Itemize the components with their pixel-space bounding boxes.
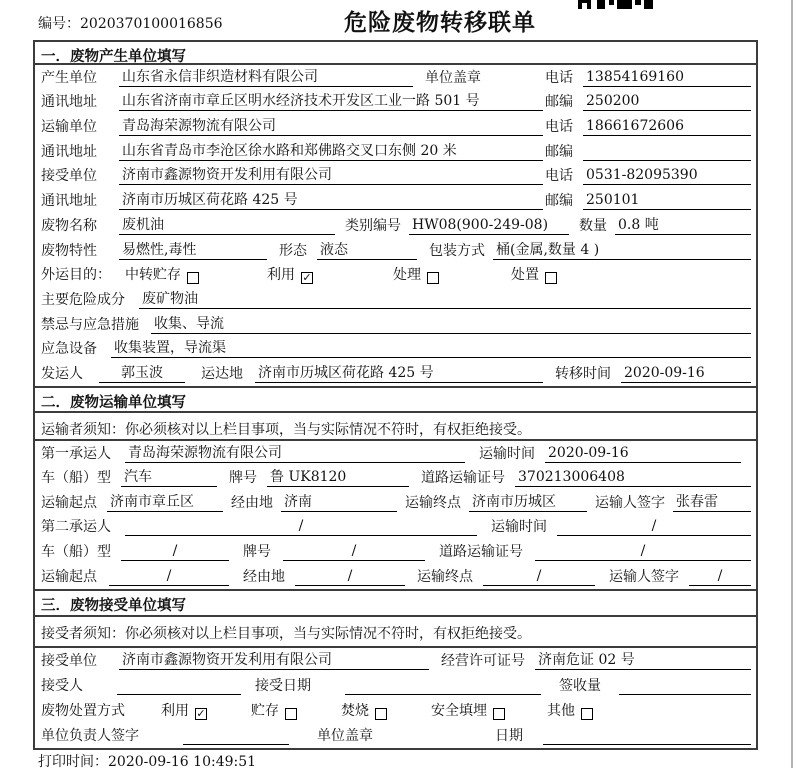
row-disposal-method (35, 698, 756, 723)
transporter-phone-value: 18661672606 (583, 118, 751, 136)
route-start-value-2: / (109, 568, 229, 586)
waste-form-label: 形态 (279, 242, 307, 259)
receiver-address-value: 济南市历城区荷花路 425 号 (119, 192, 543, 210)
purpose-dispose-checkbox (545, 272, 557, 284)
transfer-time-value: 2020-09-16 (621, 365, 751, 383)
destination-label: 运达地 (201, 365, 243, 382)
route-via-value-2: / (295, 568, 405, 586)
destination-value: 济南市历城区荷花路 425 号 (255, 365, 543, 383)
row-emergency-equipment (35, 337, 756, 362)
transporter-address-value: 山东省青岛市李沧区徐水路和郑佛路交叉口东侧 20 米 (119, 143, 543, 161)
row-acceptor (35, 673, 756, 698)
route-start-value-1: 济南市章丘区 (107, 494, 223, 512)
transporter-notice: 运输者须知：你必须核对以上栏目事项，当与实际情况不符时，有权拒绝接受。 (35, 413, 756, 441)
business-license-value: 济南危证 02 号 (535, 652, 751, 670)
transporter-zip-label: 邮编 (545, 143, 573, 160)
page-edge-divider (791, 0, 793, 768)
accept-date-label: 接受日期 (255, 677, 311, 694)
producer-zip-label: 邮编 (545, 94, 573, 111)
disposal-option-store (251, 700, 297, 720)
purpose-utilize-label: 利用 (267, 267, 295, 284)
road-license-value-2: / (535, 543, 751, 561)
waste-name-value: 废机油 (119, 217, 335, 235)
disposal-landfill-checkbox (493, 708, 505, 720)
waste-category-label: 类别编号 (345, 217, 401, 234)
accepting-unit-value: 济南市鑫源物资开发利用有限公司 (119, 652, 429, 670)
route-via-label-2: 经由地 (243, 568, 285, 585)
carrier-sign-label-1: 运输人签字 (595, 494, 665, 511)
carrier-sign-value-1: 张春雷 (673, 494, 751, 512)
waste-form-value: 液态 (317, 242, 417, 260)
acceptor-label: 接受人 (41, 677, 83, 694)
disposal-method-label: 废物处置方式 (41, 703, 125, 720)
purpose-dispose-label: 处置 (511, 267, 539, 284)
receiver-unit-label: 接受单位 (41, 168, 97, 185)
route-end-label-1: 运输终点 (405, 494, 461, 511)
disposal-other-label: 其他 (547, 703, 575, 720)
transport-time-value-1: 2020-09-16 (545, 445, 741, 463)
transporter-phone-label: 电话 (545, 119, 573, 136)
waste-category-value: HW08(900-249-08) (409, 217, 569, 235)
manifest-form (33, 40, 758, 750)
section-transporter (35, 386, 756, 589)
row-vehicle-1 (35, 466, 756, 491)
producer-address-value: 山东省济南市章丘区明水经济技术开发区工业一路 501 号 (119, 93, 543, 111)
purpose-option-storage (125, 264, 199, 284)
receiver-phone-value: 0531-82095390 (583, 167, 751, 185)
receiver-notice: 接受者须知：你必须核对以上栏目事项，当与实际情况不符时，有权拒绝接受。 (35, 617, 756, 648)
transporter-zip-value (583, 144, 751, 161)
transport-time-label-2: 运输时间 (491, 519, 547, 536)
transporter-unit-label: 运输单位 (41, 119, 97, 136)
row-producer-unit (35, 65, 756, 90)
disposal-landfill-label: 安全填埋 (431, 703, 487, 720)
purpose-option-dispose (511, 264, 557, 284)
emergency-measures-value: 收集、导流 (151, 316, 751, 334)
row-vehicle-2 (35, 539, 756, 564)
row-waste-name (35, 213, 756, 238)
emergency-equipment-label: 应急设备 (41, 341, 97, 358)
vehicle-type-value-1: 汽车 (121, 469, 217, 487)
packing-value: 桶(金属,数量 4 ) (493, 242, 751, 260)
row-transporter-unit (35, 114, 756, 139)
disposal-option-incinerate (341, 700, 387, 720)
acceptor-value (117, 678, 241, 695)
route-start-label-1: 运输起点 (41, 494, 97, 511)
producer-phone-value: 13854169160 (583, 69, 751, 87)
route-start-label-2: 运输起点 (41, 568, 97, 585)
purpose-option-treat (393, 264, 439, 284)
producer-address-label: 通讯地址 (41, 94, 97, 111)
document-title: 危险废物转移联单 (344, 9, 536, 36)
responsible-signature-value (183, 728, 289, 745)
transfer-time-label: 转移时间 (555, 365, 611, 382)
disposal-option-landfill (431, 700, 505, 720)
second-carrier-label: 第二承运人 (41, 519, 111, 536)
row-producer-address (35, 90, 756, 115)
sign-date-label: 日期 (495, 728, 523, 745)
receiver-address-label: 通讯地址 (41, 193, 97, 210)
route-end-value-1: 济南市历城区 (469, 494, 587, 512)
purpose-treat-label: 处理 (393, 267, 421, 284)
responsible-signature-label: 单位负责人签字 (41, 728, 139, 745)
dispatcher-value: 郭玉波 (99, 365, 185, 383)
road-license-label-2: 道路运输证号 (439, 543, 523, 560)
row-emergency-measures (35, 312, 756, 337)
purpose-storage-label: 中转贮存 (125, 267, 181, 284)
plate-label-1: 牌号 (229, 470, 257, 487)
plate-value-1: 鲁 UK8120 (267, 469, 409, 487)
accept-date-value (345, 678, 541, 695)
section-producer (35, 42, 756, 386)
row-route-1 (35, 490, 756, 515)
disposal-store-checkbox (285, 708, 297, 720)
row-hazard-component (35, 287, 756, 312)
section-2-header: 二．废物运输单位填写 (35, 388, 756, 413)
route-end-value-2: / (483, 568, 595, 586)
second-carrier-value: / (125, 518, 477, 536)
packing-label: 包装方式 (429, 242, 485, 259)
disposal-store-label: 贮存 (251, 703, 279, 720)
waste-name-label: 废物名称 (41, 217, 97, 234)
row-receiver-unit (35, 164, 756, 189)
producer-zip-value: 250200 (583, 93, 751, 111)
received-amount-label: 签收量 (559, 677, 601, 694)
row-waste-traits (35, 238, 756, 263)
purpose-utilize-checkbox: ✓ (302, 271, 312, 285)
unit-seal-label: 单位盖章 (425, 69, 481, 86)
print-time-label: 打印时间： (38, 754, 108, 770)
row-transfer-purpose (35, 263, 756, 288)
section-receiver (35, 589, 756, 749)
serial-value: 2020370100016856 (80, 16, 223, 32)
row-dispatcher (35, 361, 756, 386)
hazard-component-label: 主要危险成分 (41, 291, 125, 308)
disposal-other-checkbox (581, 708, 593, 720)
serial-label: 编号： (38, 16, 80, 32)
carrier-sign-label-2: 运输人签字 (609, 568, 679, 585)
row-transporter-address (35, 139, 756, 164)
vehicle-type-label-2: 车（船）型 (41, 543, 111, 560)
waste-traits-value: 易燃性,毒性 (119, 242, 267, 260)
serial-number-line (38, 13, 223, 33)
accepting-unit-label: 接受单位 (41, 652, 97, 669)
route-end-label-2: 运输终点 (417, 568, 473, 585)
row-second-carrier (35, 515, 756, 540)
route-via-value-1: 济南 (281, 494, 397, 512)
waste-quantity-label: 数量 (579, 217, 607, 234)
route-via-label-1: 经由地 (231, 494, 273, 511)
dispatcher-label: 发运人 (41, 365, 83, 382)
section-3-header: 三．废物接受单位填写 (35, 591, 756, 617)
disposal-option-other (547, 700, 593, 720)
unit-seal-label-2: 单位盖章 (317, 728, 373, 745)
purpose-storage-checkbox (187, 272, 199, 284)
plate-value-2: / (283, 543, 425, 561)
transport-time-value-2: / (557, 518, 751, 536)
transfer-purpose-label: 外运目的： (41, 267, 111, 284)
hazard-component-value: 废矿物油 (139, 291, 751, 309)
row-route-2 (35, 564, 756, 589)
transporter-address-label: 通讯地址 (41, 143, 97, 160)
producer-unit-label: 产生单位 (41, 69, 97, 86)
section-1-header: 一．废物产生单位填写 (35, 42, 756, 65)
waste-quantity-value: 0.8 吨 (615, 217, 751, 235)
disposal-incinerate-checkbox (375, 708, 387, 720)
row-first-carrier (35, 441, 756, 466)
receiver-unit-value: 济南市鑫源物资开发利用有限公司 (119, 167, 543, 185)
print-time-value: 2020-09-16 10:49:51 (108, 754, 257, 770)
transporter-unit-value: 青岛海荣源物流有限公司 (119, 118, 543, 136)
producer-phone-label: 电话 (545, 69, 573, 86)
qr-code-fragment-icon (578, 0, 654, 10)
disposal-incinerate-label: 焚烧 (341, 703, 369, 720)
disposal-utilize-checkbox: ✓ (196, 707, 206, 721)
receiver-zip-value: 250101 (583, 192, 751, 210)
sign-date-value (543, 728, 751, 745)
receiver-zip-label: 邮编 (545, 193, 573, 210)
first-carrier-label: 第一承运人 (41, 445, 111, 462)
emergency-measures-label: 禁忌与应急措施 (41, 316, 139, 333)
transport-time-label-1: 运输时间 (479, 445, 535, 462)
disposal-utilize-label: 利用 (161, 703, 189, 720)
carrier-sign-value-2: / (689, 568, 751, 586)
purpose-treat-checkbox (427, 272, 439, 284)
waste-traits-label: 废物特性 (41, 242, 97, 259)
vehicle-type-value-2: / (121, 543, 229, 561)
road-license-label-1: 道路运输证号 (421, 470, 505, 487)
disposal-option-utilize (161, 700, 207, 720)
emergency-equipment-value: 收集装置，导流渠 (111, 340, 751, 358)
plate-label-2: 牌号 (243, 543, 271, 560)
purpose-option-utilize (267, 264, 313, 284)
row-responsible-signature (35, 723, 756, 748)
producer-unit-value: 山东省永信非织造材料有限公司 (119, 69, 413, 87)
business-license-label: 经营许可证号 (441, 652, 525, 669)
row-receiver-address (35, 188, 756, 213)
receiver-phone-label: 电话 (545, 168, 573, 185)
vehicle-type-label-1: 车（船）型 (41, 470, 111, 487)
first-carrier-value: 青岛海荣源物流有限公司 (125, 445, 465, 463)
row-accepting-unit (35, 648, 756, 673)
received-amount-value (619, 678, 751, 695)
print-time-line (38, 751, 256, 771)
road-license-value-1: 370213006408 (515, 469, 751, 487)
